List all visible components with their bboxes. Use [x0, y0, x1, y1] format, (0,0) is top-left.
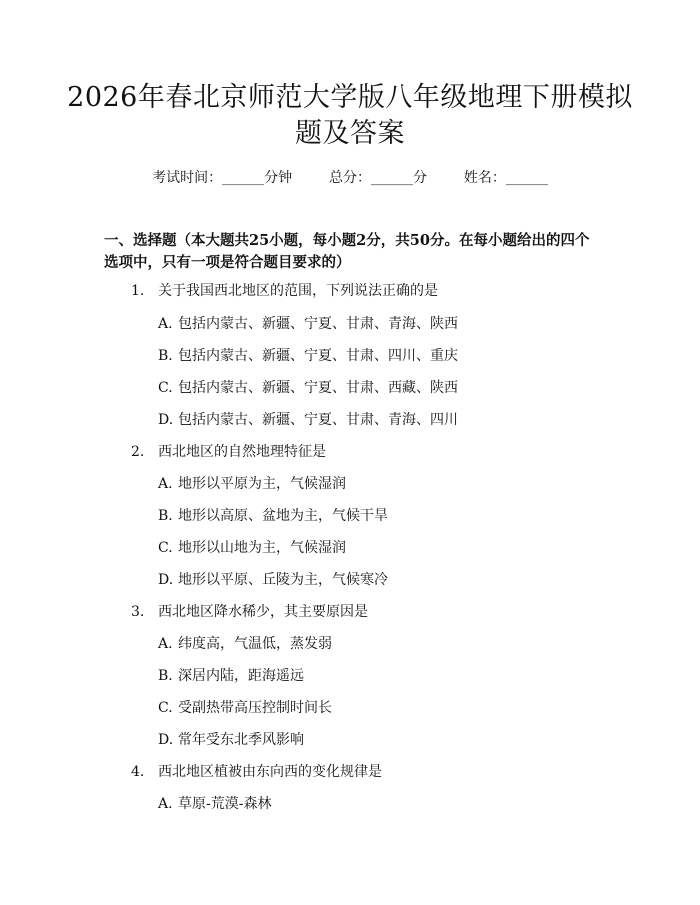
option-letter: C. — [158, 700, 173, 716]
question-text: 西北地区的自然地理特征是 — [158, 444, 326, 460]
question-4 — [131, 762, 382, 782]
question-text: 西北地区植被由东向西的变化规律是 — [158, 764, 382, 780]
option-letter: D. — [158, 412, 174, 428]
option-text: 纬度高，气温低，蒸发弱 — [178, 636, 332, 652]
question-text: 关于我国西北地区的范围，下列说法正确的是 — [158, 283, 438, 299]
option-letter: D. — [158, 732, 174, 748]
option-text: 包括内蒙古、新疆、宁夏、甘肃、青海、四川 — [178, 412, 458, 428]
q3-option-d[interactable] — [158, 730, 304, 750]
question-number: 3. — [131, 604, 145, 620]
option-letter: B. — [158, 348, 173, 364]
time-blank: ______ — [222, 170, 265, 186]
option-text: 包括内蒙古、新疆、宁夏、甘肃、青海、陕西 — [178, 316, 458, 332]
score-blank: ______ — [371, 170, 413, 186]
question-number: 2. — [131, 444, 145, 460]
option-text: 深居内陆，距海遥远 — [178, 668, 304, 684]
document-title: 2026年春北京师范大学版八年级地理下册模拟题及答案 — [67, 82, 633, 149]
question-number: 1. — [131, 283, 145, 299]
exam-info-line — [0, 168, 700, 188]
option-letter: D. — [158, 572, 174, 588]
q2-option-a[interactable] — [158, 474, 346, 494]
q1-option-d[interactable] — [158, 410, 458, 430]
q3-option-a[interactable] — [158, 634, 332, 654]
option-text: 常年受东北季风影响 — [178, 732, 304, 748]
question-text: 西北地区降水稀少，其主要原因是 — [158, 604, 368, 620]
option-letter: A. — [158, 316, 173, 332]
q2-option-d[interactable] — [158, 570, 388, 590]
option-letter: A. — [158, 476, 173, 492]
option-text: 地形以高原、盆地为主，气候干旱 — [178, 508, 388, 524]
option-letter: B. — [158, 508, 173, 524]
option-text: 包括内蒙古、新疆、宁夏、甘肃、四川、重庆 — [178, 348, 458, 364]
option-text: 地形以平原、丘陵为主，气候寒冷 — [178, 572, 388, 588]
option-letter: A. — [158, 796, 173, 812]
q3-option-c[interactable] — [158, 698, 332, 718]
q3-option-b[interactable] — [158, 666, 304, 686]
question-2 — [131, 442, 326, 462]
option-text: 包括内蒙古、新疆、宁夏、甘肃、西藏、陕西 — [178, 380, 458, 396]
time-label: 考试时间： — [152, 170, 223, 186]
option-letter: A. — [158, 636, 173, 652]
q1-option-b[interactable] — [158, 346, 458, 366]
q2-option-b[interactable] — [158, 506, 388, 526]
name-label: 姓名： — [463, 170, 506, 186]
section-heading: 一、选择题（本大题共25小题，每小题2分，共50分。在每小题给出的四个选项中，只有一项是符合题目要求的） — [104, 232, 590, 271]
option-text: 草原-荒漠-森林 — [178, 796, 272, 812]
score-label: 总分： — [329, 170, 371, 186]
q1-option-a[interactable] — [158, 314, 458, 334]
q2-option-c[interactable] — [158, 538, 346, 558]
score-unit: 分 — [413, 170, 427, 186]
option-letter: B. — [158, 668, 173, 684]
option-letter: C. — [158, 540, 173, 556]
q4-option-a[interactable] — [158, 794, 271, 814]
option-letter: C. — [158, 380, 173, 396]
question-3 — [131, 602, 368, 622]
option-text: 地形以平原为主，气候湿润 — [178, 476, 346, 492]
time-unit: 分钟 — [264, 170, 293, 186]
question-number: 4. — [131, 764, 145, 780]
question-1 — [131, 281, 438, 301]
option-text: 受副热带高压控制时间长 — [178, 700, 332, 716]
option-text: 地形以山地为主，气候湿润 — [178, 540, 346, 556]
q1-option-c[interactable] — [158, 378, 458, 398]
name-blank: ______ — [505, 170, 548, 186]
